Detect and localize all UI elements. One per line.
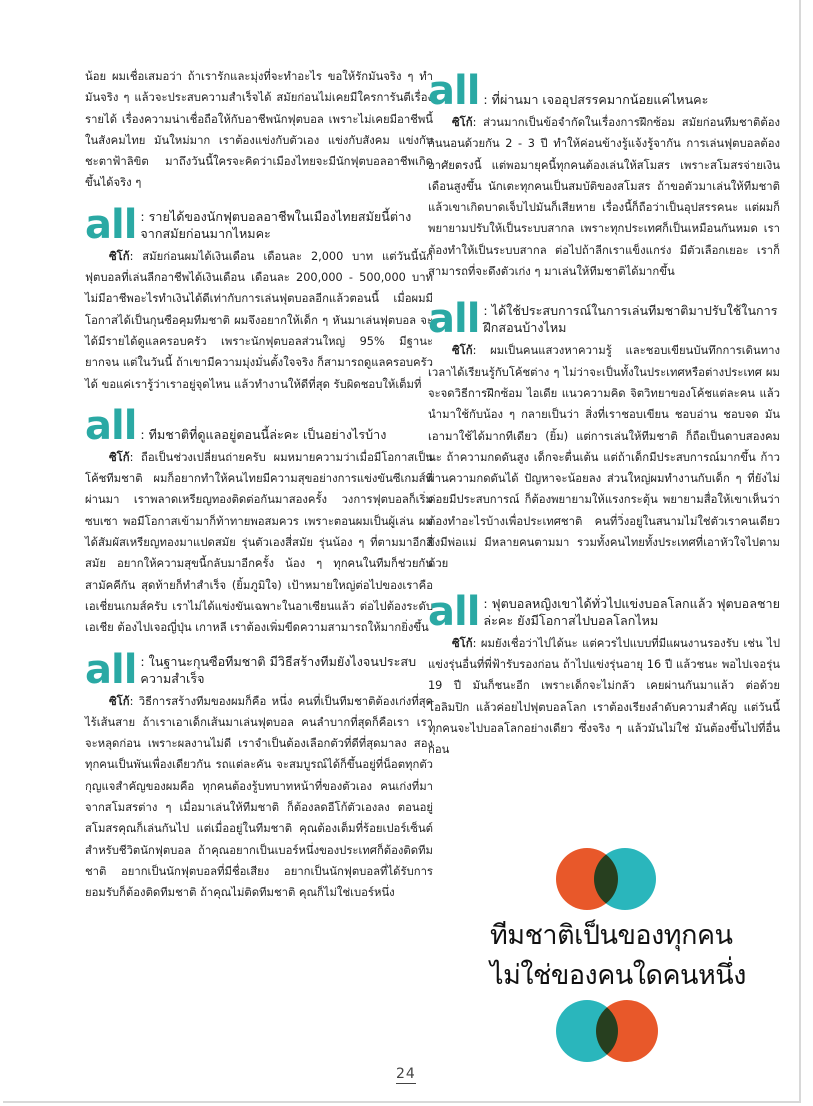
question-heading [428, 68, 780, 114]
answer-paragraph [428, 633, 780, 761]
question-marker: all [85, 402, 137, 449]
answer-text: : ผมเป็นคนแสวงหาความรู้ และชอบเขียนบันทึกการเดินทาง เวลาได้เรียนรู้กับโค้ชต่าง ๆ ไม่ว่าจะเป็นทั้งในประเทศหรือต่างประเทศ ผมจะจดวิธีการฝึกซ้อม ไอเดีย แนวความคิด จิตวิทยาของโค้ชแต่ละคน แล้วนำมาใช้กับน้อง ๆ กลายเป็นว่า สิ่งที่เราชอบเขียน ชอบอ่าน ชอบจด มันเอามาใช้ได้มากทีเดียว (ยิ้ม) แต่การเล่นให้ทีมชาติ ก็ถือเป็นดาบสองคมนะ ถ้าความกดดันสูง เด็กจะตื่นเต้น แต่ถ้าเด็กมีประสบการณ์มากขึ้น ก้าวผ่านความกดดันได้ ปัญหาจะน้อยลง ส่วนใหญ่ผมทำงานกับเด็ก ๆ ที่ยังไม่ค่อยมีประสบการณ์ ก็ต้องพยายามให้แรงกระตุ้น พยายามสื่อให้เขาเห็นว่า ต้องทำอะไรบ้างเพื่อประเทศชาติ คนที่วิ่งอยู่ในสนามไม่ใช่ตัวเราคนเดียว ยังมีพ่อแม่ มีหลายคนตามมา รวมทั้งคนไทยทั้งประเทศที่เอาหัวใจไปตามด้วย [428, 344, 780, 571]
question-text: : รายได้ของนักฟุตบอลอาชีพในเมืองไทยสมัยนี้ต่างจากสมัยก่อนมากไหมคะ [140, 208, 412, 241]
qa-block [85, 402, 433, 639]
qa-block [428, 296, 780, 574]
qa-block [428, 68, 780, 282]
speaker-label: ซิโก้ [109, 694, 130, 708]
intro-paragraph: น้อย ผมเชื่อเสมอว่า ถ้าเรารักและมุ่งที่จะทำอะไร ขอให้รักมันจริง ๆ ทำมันจริง ๆ แล้วจะประสบความสำเร็จได้ สมัยก่อนไม่เคยมีใครการันตีเรื่องรายได้ เรื่องความน่าเชื่อถือให้กับอาชีพนักฟุตบอล เพราะไม่เคยมีอาชีพนี้ในสังคมไทย มันใหม่มาก เราต้องแข่งกับตัวเอง แข่งกับสังคม แข่งกับชะตาฟ้าลิขิต มาถึงวันนี้ใครจะคิดว่าเมืองไทยจะมีนักฟุตบอลอาชีพเกิดขึ้นได้จริง ๆ [85, 70, 433, 190]
answer-text: : วิธีการสร้างทีมของผมก็คือ หนึ่ง คนที่เป็นทีมชาติต้องเก่งที่สุด ไร้เส้นสาย ถ้าเราเอาเด็กเส้นมาเล่นฟุตบอล คนลำบากที่สุดก็คือเรา เราจะหลุดก่อน เพราะผลงานไม่ดี เราจำเป็นต้องเลือกตัวที่ดีที่สุดมาลง สอง ทุกคนเป็นพันเพื่องเดียวกัน รถแต่ละคัน จะสมบูรณ์ได้ก็ขึ้นอยู่ที่น็อตทุกตัว กุญแจสำคัญของผมคือ ทุกคนต้องรู้บทบาทหน้าที่ของตัวเอง คนเก่งที่มาจากสโมสรต่าง ๆ เมื่อมาเล่นให้ทีมชาติ ก็ต้องลดอีโก้ตัวเองลง ตอนอยู่สโมสรคุณก็เล่นกันไป แต่เมื่ออยู่ในทีมชาติ คุณต้องเต็มที่ร้อยเปอร์เซ็นต์ สำหรับชีวิตนักฟุตบอล ถ้าคุณอยากเป็นเบอร์หนึ่งของประเทศก็ต้องติดทีมชาติ อยากเป็นนักฟุตบอลที่มีชื่อเสียง อยากเป็นนักฟุตบอลที่ได้รับการยอมรับก็ต้องติดทีมชาติ ถ้าคุณไม่ติดทีมชาติ คุณก็ไม่ใช่เบอร์หนึ่ง [85, 694, 433, 900]
question-text: : ได้ใช้ประสบการณ์ในการเล่นทีมชาติมาปรับใช้ในการฝึกสอนบ้างไหม [483, 303, 778, 336]
right-column [428, 66, 780, 760]
question-text: : ทีมชาติที่ดูแลอยู่ตอนนี้ล่ะคะ เป็นอย่างไรบ้าง [140, 426, 387, 442]
slogan [490, 916, 760, 996]
teal-circle [594, 848, 656, 910]
answer-paragraph [85, 447, 433, 639]
question-heading [85, 201, 433, 248]
question-text: : ที่ผ่านมา เจออุปสรรคมากน้อยแค่ไหนคะ [483, 92, 709, 107]
answer-text: : ผมยังเชื่อว่าไปได้นะ แต่ควรไปแบบที่มีแผนงานรองรับ เช่น ไปแข่งรุ่นอื่นที่พี่ฟ้ารับรองก่อน ถ้าไปแข่งรุ่นอายุ 16 ปี แล้วชนะ พอไปเจอรุ่น 19 ปี มันก็ชนะอีก เพราะเด็กจะไม่กลัว เคยผ่านกันมาแล้ว ต่อด้วยโอลิมปิก แล้วค่อยไปฟุตบอลโลก เราต้องเรียงลำดับความสำคัญ แต่วันนี้ ทุกคนจะไปบอลโลกอย่างเดียว ซึ่งจริง ๆ แล้วมันไม่ใช่ มันต้องขึ้นไปที่อื่นก่อน [428, 636, 780, 757]
question-marker: all [85, 646, 137, 693]
question-text: : ในฐานะกุนซือทีมชาติ มีวิธีสร้างทีมยังไงจนประสบความสำเร็จ [140, 653, 417, 686]
slogan-line-2: ไม่ใช่ของคนใดคนหนึ่ง [490, 960, 746, 991]
left-column [85, 66, 433, 904]
answer-paragraph [428, 340, 780, 574]
question-heading [85, 646, 433, 693]
decorative-circles-top [556, 848, 686, 910]
answer-paragraph [85, 246, 433, 395]
answer-text: : ส่วนมากเป็นข้อจำกัดในเรื่องการฝึกซ้อม สมัยก่อนทีมชาติต้องกินนอนด้วยกัน 2 - 3 ปี ทำให้ค่อนข้างรู้แจ้งรู้จากัน การเล่นฟุตบอลต้องอาศัยตรงนี้ แต่พอมายุคนี้ทุกคนต้องเล่นให้สโมสร เพราะสโมสรจ่ายเงินเดือนสูงขึ้น นักเตะทุกคนเป็นสมบัติของสโมสร ถ้าขอตัวมาเล่นให้ทีมชาติแล้วเขาเกิดบาดเจ็บไปมันก็เสียหาย เรื่องนี้ก็ถือว่าเป็นอุปสรรคนะ แต่ผมก็พยายามปรับให้เป็นระบบสากล เพราะทุกประเทศก็เป็นเหมือนกันหมด เราต้องทำให้เป็นระบบสากล ต่อไปถ้าลีกเราแข็งแกร่ง มีตัวเลือกเยอะ เราก็สามารถที่จะดึงตัวเก่ง ๆ มาเล่นให้ทีมชาติได้มากขึ้น [428, 116, 780, 279]
speaker-label: ซิโก้ [452, 116, 473, 129]
question-marker: all [85, 201, 137, 248]
slogan-line-1: ทีมชาติเป็นของทุกคน [490, 920, 733, 951]
page-number: 24 [396, 1066, 416, 1082]
question-heading [428, 588, 780, 635]
answer-paragraph [428, 112, 780, 282]
qa-block [85, 646, 433, 904]
question-marker: all [428, 296, 480, 343]
decorative-circles-bottom [556, 1000, 686, 1062]
speaker-label: ซิโก้ [109, 450, 130, 464]
qa-block [85, 201, 433, 395]
speaker-label: ซิโก้ [452, 344, 473, 358]
speaker-label: ซิโก้ [452, 636, 473, 650]
answer-paragraph [85, 691, 433, 904]
answer-text: : สมัยก่อนผมได้เงินเดือน เดือนละ 2,000 บาท แต่วันนี้นักฟุตบอลที่เล่นลีกอาชีพได้เงินเดือน เดือนละ 200,000 - 500,000 บาท ไม่มีอาชีพอะไรทำเงินได้ดีเท่ากับการเล่นฟุตบอลอีกแล้วตอนนี้ เมื่อผมมีโอกาสได้เป็นกุนซือคุมทีมชาติ ผมจึงอยากให้เด็ก ๆ หันมาเล่นฟุตบอล จะได้มีรายได้ดูแลครอบครัว เพราะนักฟุตบอลส่วนใหญ่ 95% มีฐานะยากจน แต่ในวันนี้ ถ้าเขามีความมุ่งมั่นตั้งใจจริง ก็สามารถดูแลครอบครัวได้ ขอแค่เรารู้ว่าเราอยู่จุดไหน แล้วทำงานให้ดีที่สุด รับผิดชอบให้เต็มที่ [85, 249, 433, 391]
answer-text: : ถือเป็นช่วงเปลี่ยนถ่ายครับ ผมหมายความว่าเมื่อมีโอกาสเป็นโค้ชทีมชาติ ผมก็อยากทำให้คนไทยมีความสุขอย่างการแข่งขันซีเกมส์ที่ผ่านมา เราพลาดเหรียญทองติดต่อกันมาสองครั้ง วงการฟุตบอลก็เริ่มซบเซา พอมีโอกาสเข้ามาก็ท้าทายพอสมควร เพราะตอนผมเป็นผู้เล่น ผมได้สัมผัสเหรียญทองมาแปดสมัย รุ่นตัวเองสี่สมัย รุ่นน้อง ๆ ที่ตามมาอีกสี่สมัย อยากให้ความสุขนี้กลับมาอีกครั้ง น้อง ๆ ทุกคนในทีมก็ช่วยกันสามัคคีกัน สุดท้ายก็ทำสำเร็จ (ยิ้มภูมิใจ) เป้าหมายใหญ่ต่อไปของเราคือเอเชี่ยนเกมส์ครับ เราไม่ได้แข่งขันเฉพาะในอาเซียนแล้ว ต่อไปต้องระดับเอเชีย ต้องไปเจอญี่ปุ่น เกาหลี เราต้องเพิ่มขีดความสามารถให้มากยิ่งขึ้น [85, 450, 433, 635]
question-heading [85, 402, 433, 449]
teal-circle [556, 1000, 618, 1062]
qa-block [428, 588, 780, 761]
speaker-label: ซิโก้ [109, 249, 130, 263]
question-marker: all [428, 68, 480, 114]
question-marker: all [428, 588, 480, 635]
question-heading [428, 296, 780, 343]
question-text: : ฟุตบอลหญิงเขาได้ทั่วไปแข่งบอลโลกแล้ว ฟุตบอลชายล่ะคะ ยังมีโอกาสไปบอลโลกไหม [483, 595, 780, 628]
